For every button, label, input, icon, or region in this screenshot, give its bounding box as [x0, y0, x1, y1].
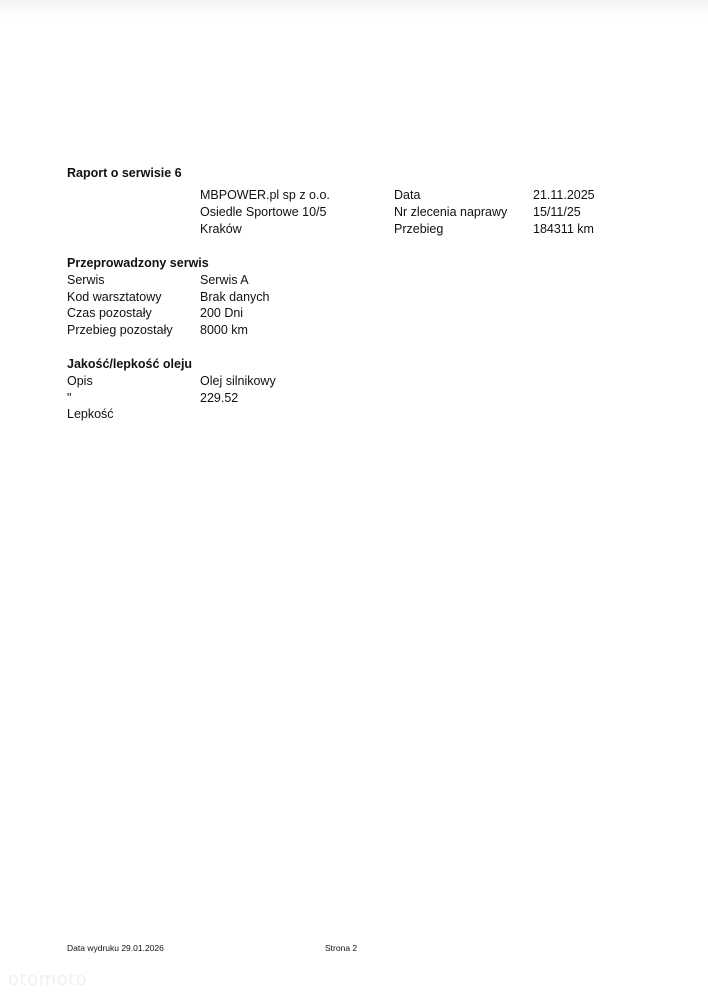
watermark: otomoto	[8, 969, 88, 990]
meta-label-date: Data	[394, 188, 421, 202]
service-label-mileage-remaining: Przebieg pozostały	[67, 323, 173, 337]
oil-value-spec: 229.52	[200, 391, 239, 405]
oil-label-ditto: "	[67, 391, 72, 405]
footer-page-number: Strona 2	[325, 943, 358, 953]
service-label-service: Serwis	[67, 273, 105, 287]
report-title: Raport o serwisie 6	[67, 166, 182, 180]
footer-print-date: Data wydruku 29.01.2026	[67, 943, 164, 953]
top-edge-shadow	[0, 0, 708, 18]
service-heading: Przeprowadzony serwis	[67, 256, 209, 270]
meta-label-mileage: Przebieg	[394, 222, 444, 236]
oil-heading: Jakość/lepkość oleju	[67, 357, 193, 371]
company-name: MBPOWER.pl sp z o.o.	[200, 188, 330, 202]
oil-value-description: Olej silnikowy	[200, 374, 276, 388]
service-value-time-remaining: 200 Dni	[200, 306, 244, 320]
meta-value-date: 21.11.2025	[533, 188, 595, 202]
service-label-workshop-code: Kod warsztatowy	[67, 290, 162, 304]
service-value-service: Serwis A	[200, 273, 249, 287]
service-label-time-remaining: Czas pozostały	[67, 306, 152, 320]
oil-label-viscosity: Lepkość	[67, 407, 114, 421]
service-value-workshop-code: Brak danych	[200, 290, 270, 304]
meta-value-order-number: 15/11/25	[533, 205, 581, 219]
meta-value-mileage: 184311 km	[533, 222, 594, 236]
company-address: Osiedle Sportowe 10/5	[200, 205, 327, 219]
meta-label-order-number: Nr zlecenia naprawy	[394, 205, 508, 219]
oil-label-description: Opis	[67, 374, 93, 388]
service-value-mileage-remaining: 8000 km	[200, 323, 248, 337]
company-city: Kraków	[200, 222, 242, 236]
